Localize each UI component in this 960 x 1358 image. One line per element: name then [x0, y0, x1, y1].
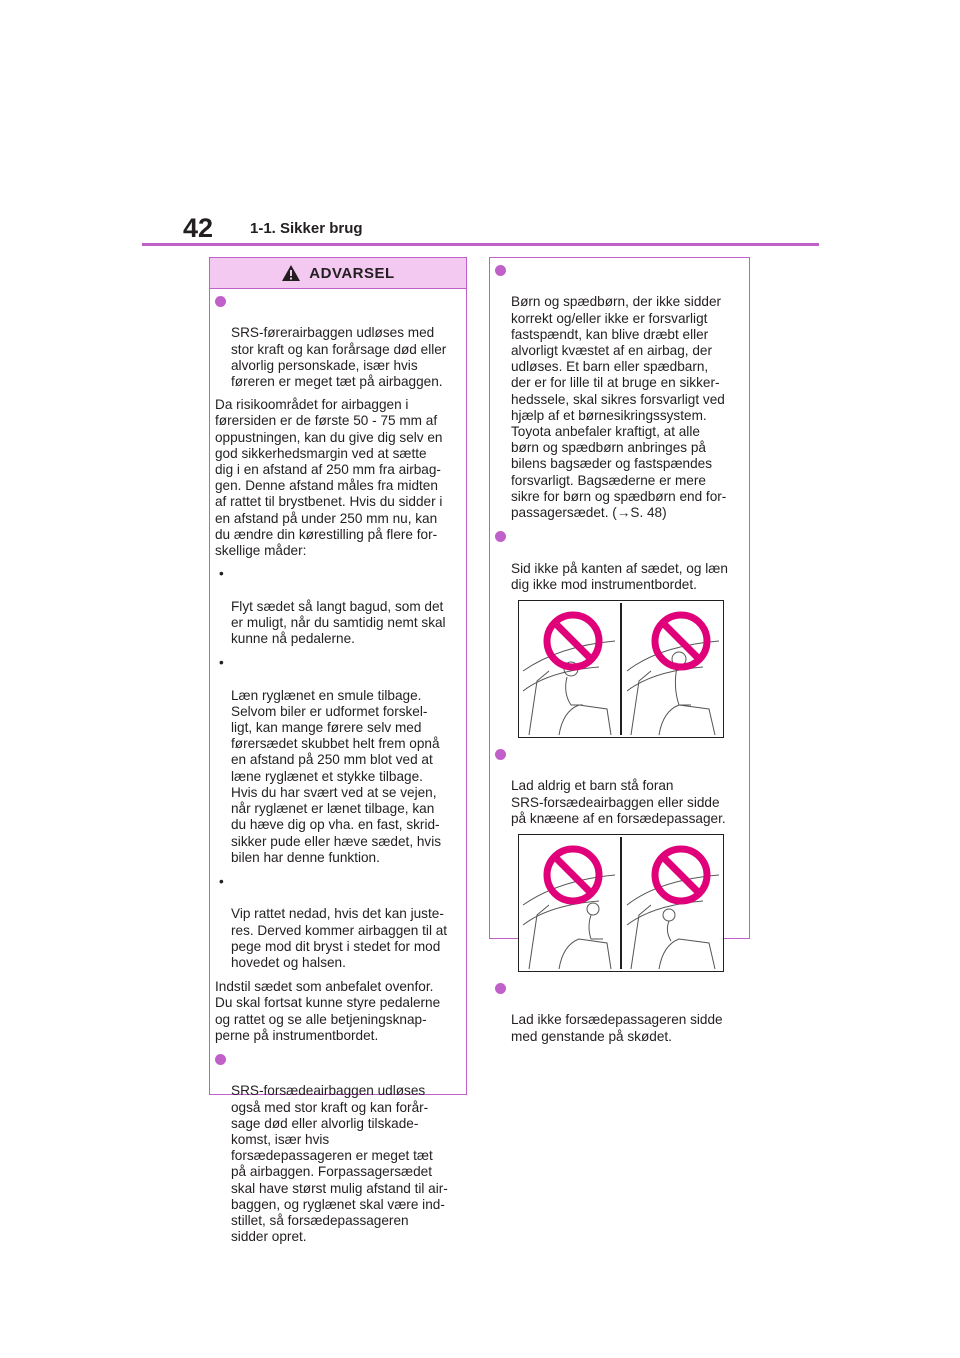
list-marker: •: [219, 655, 224, 671]
tip-recline: [215, 655, 461, 866]
tip-seat-back: [215, 566, 461, 647]
bullet-text: Børn og spædbørn, der ikke sidder korrekt og/eller ikke er forsvarligt fastspændt, kan blive dræbt eller alvorligt kvæstet af en airbag, der udløses. Et barn eller spædbarn, der er for lille til at bruge en sikker- hedssele, skal sikres forsvarligt ved hjælp af et børnesikringssystem. Toyota anbefaler kraftigt, at alle børn og spædbørn anbringes på bilens bagsæder og fastspændes forsvarligt. Bagsæderne er mere sikre for børn og spædbørn end for- passagersædet. (→S. 48): [511, 294, 727, 521]
header-rule: [142, 243, 819, 246]
prohibited-icon: [547, 615, 599, 667]
warning-header: [210, 258, 466, 289]
bullet-text: SRS-førerairbaggen udløses med stor kraft og kan forårsage død eller alvorlig personskade, især hvis føreren er meget tæt på airbaggen.: [231, 325, 447, 390]
bullet-text: Lad aldrig et barn stå foran SRS-forsædeairbaggen eller sidde på knæene af en forsædepassager.: [511, 778, 726, 826]
bullet-dot: [215, 1054, 226, 1065]
prohibited-icon: [547, 849, 599, 901]
list-marker: •: [219, 873, 224, 889]
bullet-text: SRS-forsædeairbaggen udløses også med stor kraft og kan forår- sage død eller alvorlig tilskade- komst, især hvis forsædepassageren er meget tæt på airbaggen. Forpassagersædet skal have størst mulig afstand til air- baggen, og ryglænet skal være ind- stillet, så forsædepassageren sidder opret.: [231, 1083, 448, 1245]
illustration-child-front-seat: [518, 834, 724, 972]
warning-label: ADVARSEL: [309, 264, 395, 282]
tip-text: Vip rattet nedad, hvis det kan juste- res. Derved kommer airbaggen til at pege mod dit bryst i stedet for mod hovedet og halsen.: [231, 906, 448, 970]
prohibited-icon: [655, 849, 707, 901]
bullet-text: Lad ikke forsædepassageren sidde med genstande på skødet.: [511, 1012, 723, 1044]
bullet-dot: [495, 983, 506, 994]
tip-text: Flyt sædet så langt bagud, som det er muligt, når du samtidig nemt skal kunne nå pedalerne.: [231, 598, 446, 647]
warning-content: [210, 289, 466, 1245]
tip-text: Læn ryglænet en smule tilbage. Selvom biler er udformet forskel- ligt, kan mange førere selv med førersædet skubbet helt frem opnå en afstand på 250 mm blot ved at læne ryglænet et stykke tilbage. Hvis du har svært ved at se vejen, når ryglænet er lænet tilbage, kan du hæve dig op vha. en fast, skrid- sikker pude eller hæve sædet, hvis bilen har denne funktion.: [231, 687, 442, 865]
risk-zone-paragraph: Da risikoområdet for airbaggen i førersiden er de første 50 - 75 mm af oppustningen, kan du give dig selv en god sikkerhedsmargin ved at sætte dig i en afstand af 250 mm fra airbag- gen. Denne afstand måles fra midten af rattet til brystbenet. Hvis du sidder i en afstand på under 250 mm nu, kan du ændre din kørestilling på flere for- skellige måder:: [215, 397, 443, 559]
lap-objects-bullet: [495, 980, 744, 1045]
page-number: 42: [183, 213, 214, 243]
bullet-text: Sid ikke på kanten af sædet, og læn dig ikke mod instrumentbordet.: [511, 560, 728, 592]
warning-triangle-icon: [281, 264, 301, 282]
warning-box: [209, 257, 467, 1245]
list-marker: •: [219, 566, 224, 582]
section-title: 1-1. Sikker brug: [250, 220, 363, 237]
children-bullet: [495, 262, 744, 521]
child-standing-bullet: [495, 746, 744, 827]
prohibited-icon: [655, 615, 707, 667]
tip-steering-wheel: [215, 874, 461, 971]
bullet-dot: [495, 749, 506, 760]
bullet-dot: [495, 531, 506, 542]
right-content: [490, 258, 749, 1045]
bullet-dot: [215, 296, 226, 307]
illustration-leaning-forward: [518, 600, 724, 738]
bullet-dot: [495, 265, 506, 276]
warning-bullet-passenger-airbag: [215, 1051, 461, 1245]
warning-box-continued: [489, 257, 750, 1044]
seat-edge-bullet: [495, 528, 744, 593]
warning-bullet-driver-airbag: [215, 293, 461, 390]
adjust-seat-paragraph: Indstil sædet som anbefalet ovenfor. Du skal fortsat kunne styre pedalerne og rattet og se alle betjeningsknap- perne på instrumentbordet.: [215, 979, 441, 1043]
